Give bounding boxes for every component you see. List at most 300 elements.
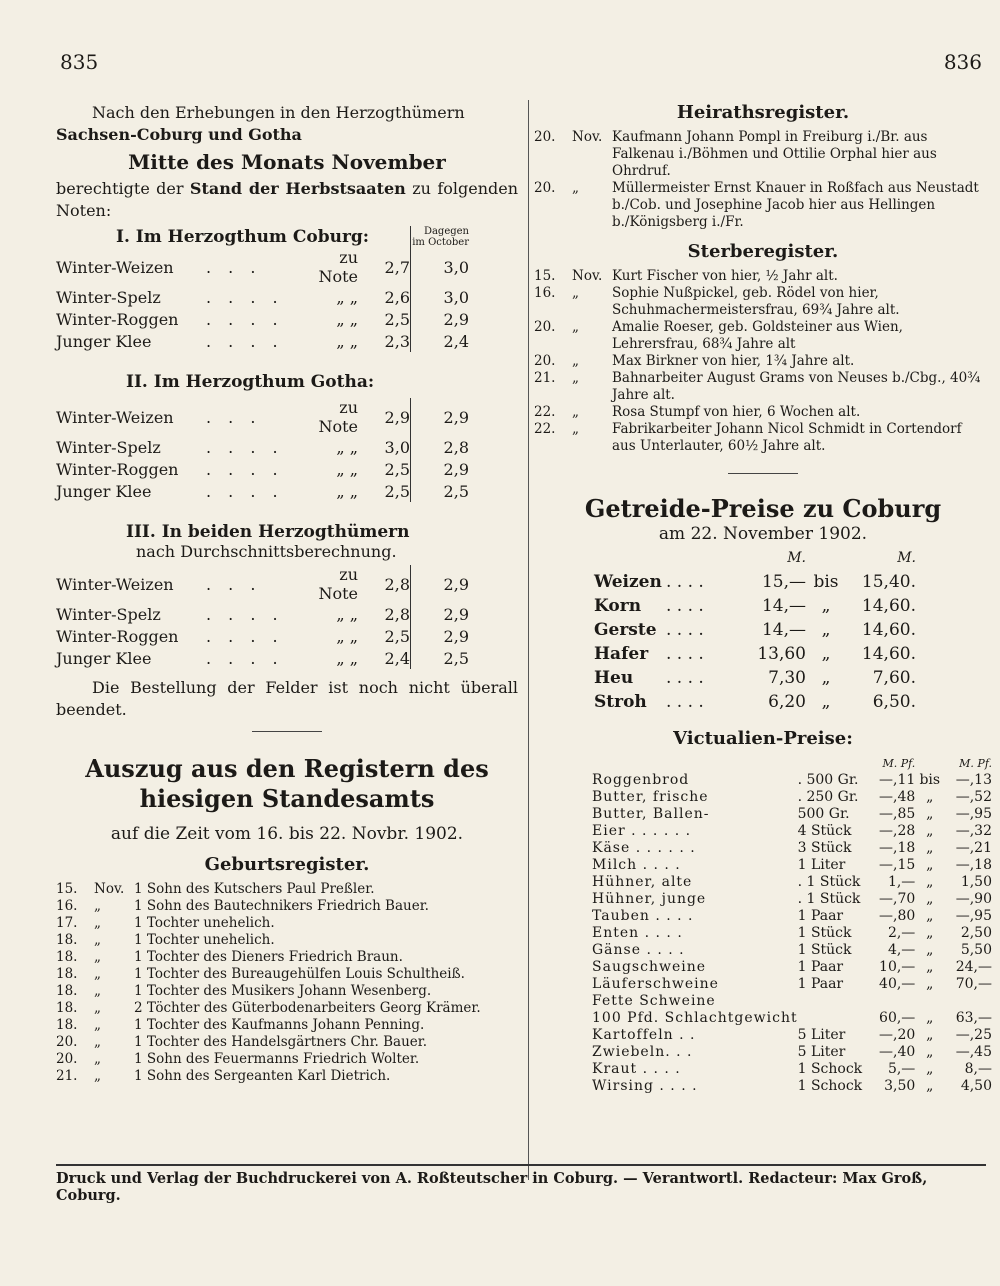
victual-name: Zwiebeln. . .	[592, 1044, 693, 1060]
leader-dots: . . . .	[206, 459, 284, 479]
price-to	[944, 993, 992, 1010]
entry-day: 16.	[534, 285, 556, 301]
note-value: 2,3	[384, 331, 410, 351]
price-to: —,95	[955, 908, 992, 924]
october-value: 2,9	[411, 308, 470, 330]
price-from: —,70	[879, 891, 916, 907]
entry-day: 18.	[56, 949, 78, 965]
note-value: 2,8	[384, 604, 410, 624]
victual-row	[592, 1061, 992, 1078]
vict-head-2: M. Pf.	[959, 757, 992, 770]
entry-day: 18.	[56, 932, 78, 948]
page-number-left: 835	[60, 50, 99, 74]
victual-name: Hühner, alte	[592, 874, 693, 890]
crop-name: Winter-Roggen	[56, 309, 179, 329]
victual-qty: 1 Paar	[797, 908, 844, 924]
entry-month: Nov.	[572, 268, 603, 284]
victual-qty: . 500 Gr.	[797, 772, 859, 788]
note-label: „ „	[336, 309, 358, 329]
entry-text: 1 Sohn des Feuermanns Friedrich Wolter.	[134, 1051, 420, 1067]
price-to: 70,—	[955, 976, 992, 992]
section1-table	[56, 226, 469, 352]
grain-row	[594, 618, 916, 642]
section3-title: III. In beiden Herzogthümern	[126, 522, 410, 542]
note-row	[56, 480, 469, 502]
entry-month: „	[572, 404, 579, 420]
price-to: —,13	[955, 772, 992, 788]
crop-name: Winter-Weizen	[56, 257, 174, 277]
entry-day: 20.	[534, 180, 556, 196]
october-value: 3,0	[411, 286, 470, 308]
victual-qty: 1 Liter	[797, 857, 846, 873]
intro-bold: Stand der Herbstsaaten	[189, 179, 406, 198]
intro-text-end: zu folgenden Noten:	[56, 179, 519, 220]
note-label: „ „	[336, 626, 358, 646]
price-sep: „	[926, 1078, 934, 1094]
getreide-title: Getreide-Preise zu Coburg	[584, 494, 942, 523]
grain-name: Gerste	[594, 620, 657, 640]
price-sep: „	[926, 891, 934, 907]
intro-line-1: Nach den Erhebungen in den Herzogthümern	[92, 103, 465, 122]
leader-dots: . . .	[206, 407, 262, 427]
price-sep: „	[926, 857, 934, 873]
imprint: Druck und Verlag der Buchdruckerei von A. Roßteutscher in Coburg. — Verantwortl. Redacteur: Max Groß, Coburg.	[56, 1170, 928, 1204]
leader-dots: . . . .	[206, 437, 284, 457]
victual-qty: 1 Stück	[797, 925, 852, 941]
price-to: —,90	[955, 891, 992, 907]
section2-table	[56, 398, 469, 502]
price-from: —,48	[879, 789, 916, 805]
price-from: 3,50	[884, 1078, 916, 1094]
entry-month: Nov.	[94, 881, 125, 897]
vict-head-1: M. Pf.	[882, 757, 916, 770]
price-from: —,11	[879, 772, 916, 788]
register-entry	[534, 285, 992, 319]
register-entry	[534, 421, 992, 455]
crop-name: Winter-Spelz	[56, 437, 161, 457]
price-to: 4,50	[960, 1078, 992, 1094]
price-to: 63,—	[955, 1010, 992, 1026]
price-from: 15,—	[761, 572, 806, 592]
note-row	[56, 565, 469, 603]
entry-day: 21.	[534, 370, 556, 386]
victual-qty	[798, 1010, 868, 1027]
closing-text: Die Bestellung der Felder ist noch nicht überall beendet.	[56, 678, 518, 719]
victual-name: Butter, frische	[592, 789, 709, 805]
register-entry	[534, 180, 992, 231]
price-to: 14,60.	[861, 620, 916, 640]
register-entry	[56, 983, 485, 1000]
note-label: „ „	[336, 437, 358, 457]
divider-right	[728, 473, 798, 474]
getreide-head-2: M.	[897, 550, 916, 566]
register-entry	[56, 881, 485, 898]
note-row	[56, 398, 469, 436]
price-from: —,40	[879, 1044, 916, 1060]
register-entry	[56, 966, 485, 983]
entry-text: Fabrikarbeiter Johann Nicol Schmidt in Cortendorf aus Unterlauter, 60½ Jahre alt.	[612, 421, 962, 454]
victual-name: Hühner, junge	[592, 891, 707, 907]
victual-row	[592, 772, 992, 789]
heirat-table	[534, 129, 992, 231]
october-value: 2,5	[411, 647, 470, 669]
register-entry	[56, 949, 485, 966]
divider	[252, 731, 322, 732]
intro-line-3: Mitte des Monats November	[128, 150, 446, 174]
price-sep: „	[926, 840, 934, 856]
price-from: 14,—	[761, 596, 806, 616]
leader-dots: . . . .	[666, 572, 704, 592]
entry-text: Sophie Nußpickel, geb. Rödel von hier, Schuhmachermeistersfrau, 69¾ Jahre alt.	[612, 285, 900, 318]
grain-row	[594, 570, 916, 594]
victual-qty: 1 Schock	[797, 1078, 863, 1094]
register-entry	[534, 404, 992, 421]
victual-row	[592, 806, 992, 823]
leader-dots: . . . .	[206, 309, 284, 329]
price-to: —,18	[955, 857, 992, 873]
crop-name: Junger Klee	[56, 648, 152, 668]
getreide-date: am 22. November 1902.	[658, 524, 868, 544]
note-value: 2,4	[384, 648, 410, 668]
grain-row	[594, 594, 916, 618]
victual-qty: . 1 Stück	[797, 891, 861, 907]
price-from: 7,30	[768, 668, 806, 688]
entry-day: 22.	[534, 421, 556, 437]
leader-dots: . . .	[206, 257, 262, 277]
october-value: 2,9	[411, 458, 470, 480]
register-entry	[56, 932, 485, 949]
entry-day: 15.	[534, 268, 556, 284]
price-to: —,25	[955, 1027, 992, 1043]
victual-row	[592, 1010, 992, 1027]
getreide-head-1: M.	[787, 550, 806, 566]
leader-dots: . . . .	[206, 481, 284, 501]
register-entry	[534, 370, 992, 404]
price-sep: „	[821, 644, 831, 664]
price-from: 10,—	[879, 959, 916, 975]
price-sep: „	[926, 1010, 934, 1026]
entry-text: Max Birkner von hier, 1¾ Jahre alt.	[612, 353, 855, 369]
victual-name: Milch . . . .	[592, 857, 681, 873]
victual-qty: 1 Schock	[797, 1061, 863, 1077]
price-from: —,85	[879, 806, 916, 822]
entry-month: „	[572, 370, 579, 386]
price-sep: „	[926, 1044, 934, 1060]
price-to: —,32	[955, 823, 992, 839]
price-to: —,52	[955, 789, 992, 805]
entry-month: „	[572, 180, 579, 196]
leader-dots: . . . .	[666, 644, 704, 664]
entry-day: 18.	[56, 983, 78, 999]
note-label: zu Note	[318, 398, 358, 436]
price-sep: „	[926, 1027, 934, 1043]
register-entry	[56, 1068, 485, 1085]
october-value: 2,9	[411, 603, 470, 625]
price-from: 14,—	[761, 620, 806, 640]
crop-name: Winter-Roggen	[56, 626, 179, 646]
victual-qty: 500 Gr.	[797, 806, 850, 822]
victual-row	[592, 874, 992, 891]
note-value: 2,5	[384, 309, 410, 329]
register-entry	[534, 319, 992, 353]
intro-line-2: Sachsen-Coburg und Gotha	[56, 125, 302, 144]
victual-qty: 5 Liter	[797, 1027, 846, 1043]
entry-text: 1 Tochter unehelich.	[134, 932, 275, 948]
entry-month: „	[94, 966, 101, 982]
victual-qty: . 1 Stück	[797, 874, 861, 890]
victualien-title: Victualien-Preise:	[673, 728, 853, 749]
price-from: 2,—	[887, 925, 916, 941]
victual-row	[592, 925, 992, 942]
price-to: 15,40.	[861, 572, 916, 592]
price-to: 6,50.	[872, 692, 916, 712]
standesamt-title: Auszug aus den Registern des hiesigen Standesamts	[85, 754, 489, 813]
leader-dots: . . . .	[666, 692, 704, 712]
note-value: 2,6	[384, 287, 410, 307]
victual-name: Kartoffeln . .	[592, 1027, 696, 1043]
price-from: 5,—	[887, 1061, 916, 1077]
price-to: —,45	[955, 1044, 992, 1060]
entry-day: 18.	[56, 1000, 78, 1016]
victual-row	[592, 823, 992, 840]
crop-name: Junger Klee	[56, 331, 152, 351]
price-to: —,95	[955, 806, 992, 822]
victual-row	[592, 908, 992, 925]
victual-name: Kraut . . . .	[592, 1061, 681, 1077]
entry-text: 1 Tochter des Dieners Friedrich Braun.	[134, 949, 403, 965]
price-from: —,15	[879, 857, 916, 873]
victual-row	[592, 1078, 992, 1095]
grain-name: Weizen	[594, 572, 662, 592]
victual-qty: 1 Paar	[797, 976, 844, 992]
grain-row	[594, 666, 916, 690]
note-label: „ „	[336, 604, 358, 624]
price-sep: „	[821, 596, 831, 616]
grain-name: Korn	[594, 596, 642, 616]
crop-name: Winter-Weizen	[56, 407, 174, 427]
register-entry	[56, 1034, 485, 1051]
note-label: „ „	[336, 459, 358, 479]
entry-text: Müllermeister Ernst Knauer in Roßfach aus Neustadt b./Cob. und Josephine Jacob hier aus Hellingen b./Königsberg i./Fr.	[612, 180, 979, 230]
grain-name: Stroh	[594, 692, 647, 712]
price-sep: „	[926, 976, 934, 992]
geburt-table	[56, 881, 485, 1085]
entry-month: „	[94, 1017, 101, 1033]
note-value: 2,9	[384, 407, 410, 427]
entry-text: Amalie Roeser, geb. Goldsteiner aus Wien, Lehrersfrau, 68¾ Jahre alt	[612, 319, 903, 352]
entry-text: Kaufmann Johann Pompl in Freiburg i./Br. aus Falkenau i./Böhmen und Ottilie Orphal hier aus Ohrdruf.	[612, 129, 937, 179]
note-label: „ „	[336, 331, 358, 351]
price-sep: bis	[919, 772, 941, 788]
price-to: 8,—	[964, 1061, 992, 1077]
price-from: —,80	[879, 908, 916, 924]
price-sep: „	[821, 620, 831, 640]
price-to: 24,—	[955, 959, 992, 975]
leader-dots: . . . .	[666, 620, 704, 640]
entry-day: 20.	[534, 353, 556, 369]
price-sep	[915, 993, 944, 1010]
entry-text: Bahnarbeiter August Grams von Neuses b./Cbg., 40¾ Jahre alt.	[612, 370, 981, 403]
heirat-title: Heirathsregister.	[676, 102, 850, 123]
october-value: 2,8	[411, 436, 470, 458]
register-entry	[534, 268, 992, 285]
entry-month: „	[572, 319, 579, 335]
note-row	[56, 308, 469, 330]
price-sep: „	[926, 823, 934, 839]
crop-name: Winter-Weizen	[56, 574, 174, 594]
price-to: —,21	[955, 840, 992, 856]
note-value: 2,7	[384, 257, 410, 277]
crop-name: Winter-Spelz	[56, 287, 161, 307]
intro-text: berechtigte der	[56, 179, 190, 198]
victual-row	[592, 857, 992, 874]
victual-row	[592, 789, 992, 806]
entry-day: 20.	[534, 129, 556, 145]
entry-text: 1 Tochter des Bureaugehülfen Louis Schultheiß.	[134, 966, 465, 982]
victual-name: Butter, Ballen-	[592, 806, 710, 822]
price-sep: „	[926, 806, 934, 822]
entry-text: 2 Töchter des Güterbodenarbeiters Georg Krämer.	[134, 1000, 481, 1016]
dagegen-label: Dagegen im October	[412, 226, 469, 248]
entry-day: 21.	[56, 1068, 78, 1084]
entry-text: 1 Tochter unehelich.	[134, 915, 275, 931]
sterbe-table	[534, 268, 992, 455]
entry-text: 1 Tochter des Musikers Johann Wesenberg.	[134, 983, 432, 999]
leader-dots: . . . .	[206, 331, 284, 351]
entry-text: 1 Tochter des Handelsgärtners Chr. Bauer.	[134, 1034, 428, 1050]
victual-row	[592, 942, 992, 959]
victual-name: Eier . . . . . .	[592, 823, 692, 839]
register-entry	[534, 353, 992, 370]
leader-dots: . . . .	[206, 604, 284, 624]
price-to: 7,60.	[872, 668, 916, 688]
entry-day: 18.	[56, 1017, 78, 1033]
note-row	[56, 458, 469, 480]
victual-name: Wirsing . . . .	[592, 1078, 698, 1094]
price-to: 2,50	[960, 925, 992, 941]
crop-name: Junger Klee	[56, 481, 152, 501]
october-value: 2,5	[411, 480, 470, 502]
victual-name: Saugschweine	[592, 959, 707, 975]
october-value: 2,9	[411, 398, 470, 436]
entry-month: „	[572, 353, 579, 369]
note-label: „ „	[336, 287, 358, 307]
price-sep: „	[926, 942, 934, 958]
victual-row	[592, 959, 992, 976]
price-sep: „	[926, 789, 934, 805]
price-from: —,20	[879, 1027, 916, 1043]
entry-text: 1 Tochter des Kaufmanns Johann Penning.	[134, 1017, 425, 1033]
note-label: zu Note	[318, 565, 358, 603]
grain-name: Heu	[594, 668, 634, 688]
entry-day: 20.	[56, 1034, 78, 1050]
victual-name: Enten . . . .	[592, 925, 683, 941]
note-label: zu Note	[318, 248, 358, 286]
entry-month: „	[94, 1068, 101, 1084]
victual-row	[592, 1044, 992, 1061]
note-row	[56, 647, 469, 669]
price-to: 1,50	[960, 874, 992, 890]
price-sep: „	[926, 908, 934, 924]
price-to: 14,60.	[861, 596, 916, 616]
price-from: 1,—	[887, 874, 916, 890]
october-value: 2,4	[411, 330, 470, 352]
getreide-table	[594, 546, 916, 714]
victual-name: Roggenbrod	[592, 772, 690, 788]
register-entry	[56, 915, 485, 932]
entry-text: Rosa Stumpf von hier, 6 Wochen alt.	[612, 404, 861, 420]
note-value: 2,5	[384, 481, 410, 501]
price-from: 4,—	[887, 942, 916, 958]
entry-text: Kurt Fischer von hier, ½ Jahr alt.	[612, 268, 838, 284]
column-divider	[528, 100, 529, 1180]
victual-name: Käse . . . . . .	[592, 840, 696, 856]
entry-month: „	[94, 1034, 101, 1050]
victual-qty: . 250 Gr.	[797, 789, 859, 805]
register-entry	[534, 129, 992, 180]
price-from: —,28	[879, 823, 916, 839]
victual-qty: 1 Paar	[797, 959, 844, 975]
price-from: —,18	[879, 840, 916, 856]
crop-name: Winter-Roggen	[56, 459, 179, 479]
section3-table	[56, 565, 469, 669]
note-value: 3,0	[384, 437, 410, 457]
section1-title: I. Im Herzogthum Coburg:	[116, 227, 370, 247]
victual-name: Tauben . . . .	[592, 908, 694, 924]
note-label: „ „	[336, 648, 358, 668]
october-value: 2,9	[411, 565, 470, 603]
register-entry	[56, 898, 485, 915]
leader-dots: . . . .	[206, 648, 284, 668]
victual-row	[592, 891, 992, 908]
price-sep: „	[926, 874, 934, 890]
note-row	[56, 436, 469, 458]
entry-text: 1 Sohn des Kutschers Paul Preßler.	[134, 881, 375, 897]
victual-name: Läuferschweine	[592, 976, 719, 992]
price-from: 40,—	[879, 976, 916, 992]
price-sep: „	[926, 959, 934, 975]
intro-line-4	[56, 178, 518, 222]
grain-row	[594, 642, 916, 666]
note-row	[56, 330, 469, 352]
victual-row	[592, 1027, 992, 1044]
note-label: „ „	[336, 481, 358, 501]
entry-month: „	[94, 915, 101, 931]
leader-dots: . . . .	[666, 668, 704, 688]
crop-name: Winter-Spelz	[56, 604, 161, 624]
october-value: 3,0	[411, 248, 470, 286]
note-row	[56, 248, 469, 286]
standesamt-period: auf die Zeit vom 16. bis 22. Novbr. 1902.	[110, 824, 464, 844]
note-value: 2,8	[384, 574, 410, 594]
entry-month: „	[94, 932, 101, 948]
price-sep: bis	[813, 572, 839, 592]
victual-qty: 3 Stück	[797, 840, 852, 856]
register-entry	[56, 1000, 485, 1017]
page-number-right: 836	[943, 50, 982, 74]
victual-qty	[798, 993, 868, 1010]
geburt-title: Geburtsregister.	[204, 854, 370, 875]
victual-qty: 5 Liter	[797, 1044, 846, 1060]
victualien-table	[592, 755, 992, 1095]
price-from	[868, 993, 916, 1010]
leader-dots: . . .	[206, 574, 262, 594]
entry-month: „	[94, 1000, 101, 1016]
price-sep: „	[926, 1061, 934, 1077]
leader-dots: . . . .	[206, 626, 284, 646]
register-entry	[56, 1051, 485, 1068]
note-value: 2,5	[384, 626, 410, 646]
